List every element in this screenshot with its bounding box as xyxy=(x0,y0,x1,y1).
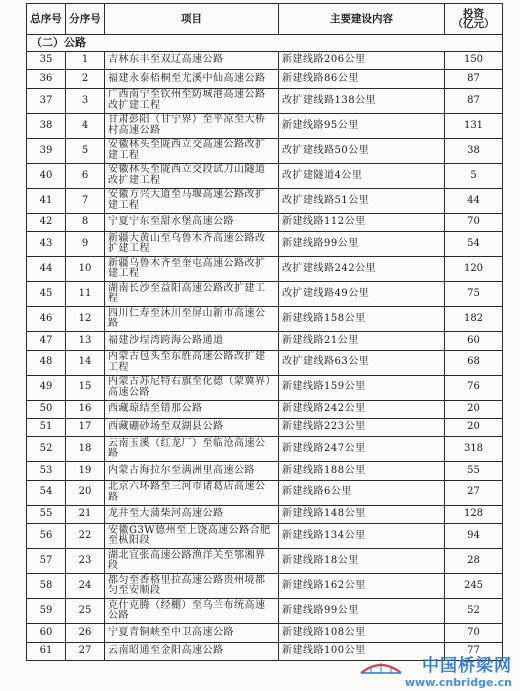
table-row xyxy=(27,213,503,231)
cell-project-name: 内蒙古包头至东胜高速公路改扩建工程 xyxy=(105,350,279,375)
table-row xyxy=(27,375,503,400)
header-content: 主要建设内容 xyxy=(279,4,445,35)
cell-project-name: 安徽G3W德州至上饶高速公路合肥至枞阳段 xyxy=(105,524,279,549)
cell-sub-no: 9 xyxy=(66,232,105,257)
cell-total-no: 56 xyxy=(27,524,66,549)
cell-sub-no: 3 xyxy=(66,88,105,113)
cell-sub-no: 11 xyxy=(66,282,105,307)
table-row xyxy=(27,70,503,88)
cell-project-name: 吉林东丰至双辽高速公路 xyxy=(105,52,279,70)
cell-total-no: 40 xyxy=(27,163,66,188)
section-row xyxy=(27,35,503,52)
table-row xyxy=(27,437,503,462)
cell-total-no: 51 xyxy=(27,418,66,436)
header-investment-unit: （亿元） xyxy=(452,18,495,30)
cell-total-no: 53 xyxy=(27,462,66,480)
cell-sub-no: 14 xyxy=(66,350,105,375)
project-table xyxy=(26,3,503,661)
cell-investment: 44 xyxy=(445,188,503,213)
cell-project-name: 云南昭通至金阳高速公路 xyxy=(105,642,279,660)
cell-content: 新建线路159公里 xyxy=(279,375,445,400)
cell-total-no: 60 xyxy=(27,624,66,642)
cell-project-name: 龙井至大蒲柴河高速公路 xyxy=(105,505,279,523)
cell-content: 改扩建隧道4公里 xyxy=(279,163,445,188)
cell-sub-no: 19 xyxy=(66,462,105,480)
table-row xyxy=(27,282,503,307)
cell-investment: 75 xyxy=(445,282,503,307)
cell-total-no: 42 xyxy=(27,213,66,231)
cell-investment: 128 xyxy=(445,505,503,523)
cell-project-name: 安徽方兴大道至马堰高速公路改扩建工程 xyxy=(105,188,279,213)
cell-project-name: 甘肃彭阳（甘宁界）至平凉至大桥村高速公路 xyxy=(105,113,279,138)
table-row xyxy=(27,350,503,375)
cell-investment: 318 xyxy=(445,437,503,462)
cell-project-name: 克什克腾（经棚）至乌兰布统高速公路 xyxy=(105,599,279,624)
cell-content: 新建线路108公里 xyxy=(279,624,445,642)
cell-content: 新建线路18公里 xyxy=(279,549,445,574)
cell-total-no: 48 xyxy=(27,350,66,375)
table-row xyxy=(27,549,503,574)
cell-investment: 20 xyxy=(445,418,503,436)
cell-investment: 55 xyxy=(445,462,503,480)
cell-sub-no: 8 xyxy=(66,213,105,231)
header-project: 项目 xyxy=(105,4,279,35)
cell-content: 改扩建线路51公里 xyxy=(279,188,445,213)
cell-content: 新建线路158公里 xyxy=(279,307,445,332)
cell-total-no: 46 xyxy=(27,307,66,332)
cell-content: 改扩建线路49公里 xyxy=(279,282,445,307)
cell-total-no: 39 xyxy=(27,138,66,163)
table-row xyxy=(27,480,503,505)
cell-sub-no: 1 xyxy=(66,52,105,70)
cell-total-no: 61 xyxy=(27,642,66,660)
cell-total-no: 37 xyxy=(27,88,66,113)
table-row xyxy=(27,400,503,418)
cell-project-name: 四川仁寿至沐川至屏山新市高速公路 xyxy=(105,307,279,332)
cell-total-no: 35 xyxy=(27,52,66,70)
table-row xyxy=(27,88,503,113)
table-row xyxy=(27,332,503,350)
cell-project-name: 福建永泰梧桐至尤溪中仙高速公路 xyxy=(105,70,279,88)
table-row xyxy=(27,624,503,642)
cell-total-no: 45 xyxy=(27,282,66,307)
table-row xyxy=(27,462,503,480)
table-row xyxy=(27,138,503,163)
cell-investment: 5 xyxy=(445,163,503,188)
cell-investment: 76 xyxy=(445,375,503,400)
table-row xyxy=(27,113,503,138)
cell-sub-no: 5 xyxy=(66,138,105,163)
cell-sub-no: 16 xyxy=(66,400,105,418)
cell-content: 新建线路6公里 xyxy=(279,480,445,505)
table-row xyxy=(27,52,503,70)
table-row xyxy=(27,574,503,599)
cell-content: 新建线路21公里 xyxy=(279,332,445,350)
table-row xyxy=(27,524,503,549)
cell-project-name: 宁夏青铜峡至中卫高速公路 xyxy=(105,624,279,642)
cell-project-name: 西藏硼砂场至双湖县公路 xyxy=(105,418,279,436)
cell-investment: 52 xyxy=(445,599,503,624)
cell-content: 改扩建线路50公里 xyxy=(279,138,445,163)
cell-sub-no: 12 xyxy=(66,307,105,332)
cell-project-name: 湖南长沙至益阳高速公路改扩建工程 xyxy=(105,282,279,307)
watermark-url: www.cnbridge.cn xyxy=(404,676,512,689)
cell-sub-no: 25 xyxy=(66,599,105,624)
cell-project-name: 云南玉溪（红龙厂）至临沧高速公路 xyxy=(105,437,279,462)
header-sub-no: 分序号 xyxy=(66,4,105,35)
cell-investment: 60 xyxy=(445,332,503,350)
cell-investment: 28 xyxy=(445,549,503,574)
cell-total-no: 47 xyxy=(27,332,66,350)
table-row xyxy=(27,188,503,213)
cell-investment: 27 xyxy=(445,480,503,505)
cell-content: 改扩建线路242公里 xyxy=(279,257,445,282)
cell-total-no: 38 xyxy=(27,113,66,138)
table-row xyxy=(27,642,503,660)
cell-content: 新建线路162公里 xyxy=(279,574,445,599)
cell-total-no: 57 xyxy=(27,549,66,574)
cell-content: 新建线路206公里 xyxy=(279,52,445,70)
cell-investment: 182 xyxy=(445,307,503,332)
watermark-title: 中国桥梁网 xyxy=(422,656,512,676)
cell-total-no: 54 xyxy=(27,480,66,505)
cell-sub-no: 24 xyxy=(66,574,105,599)
cell-content: 新建线路247公里 xyxy=(279,437,445,462)
cell-sub-no: 27 xyxy=(66,642,105,660)
cell-project-name: 宁夏宁东至甜水堡高速公路 xyxy=(105,213,279,231)
cell-project-name: 新疆乌鲁木齐至奎屯高速公路改扩建工程 xyxy=(105,257,279,282)
cell-investment: 77 xyxy=(445,642,503,660)
cell-investment: 120 xyxy=(445,257,503,282)
cell-project-name: 都匀至香格里拉高速公路贵州境都匀至安顺段 xyxy=(105,574,279,599)
cell-project-name: 西藏琼结至错那公路 xyxy=(105,400,279,418)
cell-investment: 87 xyxy=(445,88,503,113)
cell-content: 改扩建线路138公里 xyxy=(279,88,445,113)
cell-sub-no: 13 xyxy=(66,332,105,350)
cell-content: 新建线路99公里 xyxy=(279,599,445,624)
cell-total-no: 52 xyxy=(27,437,66,462)
cell-project-name: 湖北宜张高速公路渔洋关至鄂湘界段 xyxy=(105,549,279,574)
header-investment-label: 投资 xyxy=(463,7,484,20)
cell-content: 新建线路242公里 xyxy=(279,400,445,418)
cell-content: 新建线路100公里 xyxy=(279,642,445,660)
cell-total-no: 43 xyxy=(27,232,66,257)
cell-total-no: 58 xyxy=(27,574,66,599)
cell-investment: 245 xyxy=(445,574,503,599)
cell-total-no: 50 xyxy=(27,400,66,418)
cell-project-name: 安徽林头至陇西立交高速公路改扩建工程 xyxy=(105,138,279,163)
cell-project-name: 北京六环路至三河市诸葛店高速公路 xyxy=(105,480,279,505)
cell-investment: 150 xyxy=(445,52,503,70)
cell-investment: 68 xyxy=(445,350,503,375)
header-total-no: 总序号 xyxy=(27,4,66,35)
cell-investment: 38 xyxy=(445,138,503,163)
cell-sub-no: 21 xyxy=(66,505,105,523)
table-row xyxy=(27,599,503,624)
table-header xyxy=(27,4,503,35)
cell-investment: 70 xyxy=(445,624,503,642)
cell-content: 改扩建线路63公里 xyxy=(279,350,445,375)
cell-total-no: 59 xyxy=(27,599,66,624)
cell-project-name: 内蒙古苏尼特右旗至化德（蒙冀界）高速公路 xyxy=(105,375,279,400)
cell-sub-no: 22 xyxy=(66,524,105,549)
table-row xyxy=(27,232,503,257)
table-row xyxy=(27,257,503,282)
cell-sub-no: 26 xyxy=(66,624,105,642)
cell-project-name: 内蒙古海拉尔至满洲里高速公路 xyxy=(105,462,279,480)
cell-investment: 94 xyxy=(445,524,503,549)
table-row xyxy=(27,163,503,188)
cell-content: 新建线路86公里 xyxy=(279,70,445,88)
cell-sub-no: 17 xyxy=(66,418,105,436)
cell-content: 新建线路112公里 xyxy=(279,213,445,231)
table-row xyxy=(27,418,503,436)
cell-investment: 70 xyxy=(445,213,503,231)
cell-sub-no: 2 xyxy=(66,70,105,88)
cell-total-no: 36 xyxy=(27,70,66,88)
cell-content: 新建线路99公里 xyxy=(279,232,445,257)
cell-sub-no: 6 xyxy=(66,163,105,188)
cell-content: 新建线路148公里 xyxy=(279,505,445,523)
cell-sub-no: 15 xyxy=(66,375,105,400)
cell-total-no: 55 xyxy=(27,505,66,523)
cell-total-no: 44 xyxy=(27,257,66,282)
cell-project-name: 广西南宁至钦州至防城港高速公路改扩建工程 xyxy=(105,88,279,113)
header-investment xyxy=(445,4,503,35)
cell-project-name: 福建沙埕湾跨海公路通道 xyxy=(105,332,279,350)
cell-sub-no: 4 xyxy=(66,113,105,138)
cell-investment: 54 xyxy=(445,232,503,257)
cell-investment: 87 xyxy=(445,70,503,88)
section-title: （二）公路 xyxy=(27,35,503,52)
cell-content: 新建线路95公里 xyxy=(279,113,445,138)
table-body xyxy=(27,35,503,661)
table-row xyxy=(27,307,503,332)
cell-total-no: 49 xyxy=(27,375,66,400)
table-row xyxy=(27,505,503,523)
cell-project-name: 新疆大黄山至乌鲁木齐高速公路改扩建工程 xyxy=(105,232,279,257)
cell-sub-no: 20 xyxy=(66,480,105,505)
cell-investment: 20 xyxy=(445,400,503,418)
cell-sub-no: 23 xyxy=(66,549,105,574)
cell-total-no: 41 xyxy=(27,188,66,213)
cell-content: 新建线路134公里 xyxy=(279,524,445,549)
cell-sub-no: 7 xyxy=(66,188,105,213)
cell-sub-no: 18 xyxy=(66,437,105,462)
cell-sub-no: 10 xyxy=(66,257,105,282)
cell-investment: 131 xyxy=(445,113,503,138)
cell-content: 新建线路188公里 xyxy=(279,462,445,480)
cell-content: 新建线路223公里 xyxy=(279,418,445,436)
cell-project-name: 安徽林头至陇西立交段试刀山隧道改扩建工程 xyxy=(105,163,279,188)
